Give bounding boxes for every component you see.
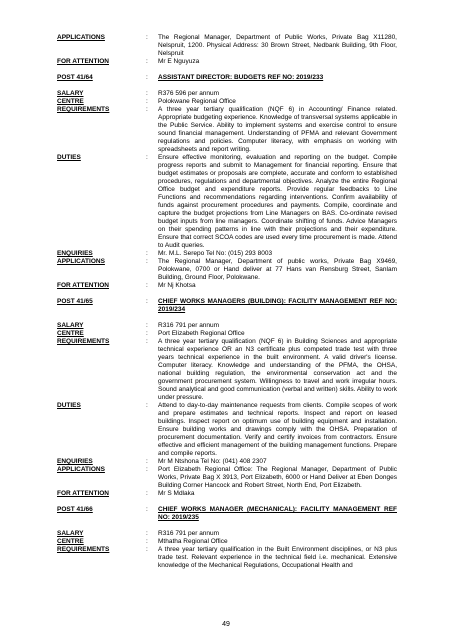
duties-value: Attend to day-to-day maintenance requests from clients. Compile scopes of work and prepare estimates and technical reports. Inspect and report on leased buildings. Inspect report on optimum use of building equipment and installation. Ensure building works and drawings comply with the OHSA. Preparation of procurement documentation. Verify and certify invoices from contractors. Ensure effective and efficient management of the building management functions. Prepare and compile reports. bbox=[158, 402, 397, 457]
colon: : bbox=[146, 322, 148, 329]
attention-value: Mr E Nguyuza bbox=[158, 58, 200, 65]
enquiries-value: Mr. M.L. Serepo Tel No: (015) 293 8003 bbox=[158, 250, 273, 257]
attention-label: FOR ATTENTION bbox=[57, 490, 109, 497]
centre-label: CENTRE bbox=[57, 330, 84, 337]
duties-label: DUTIES bbox=[57, 402, 81, 409]
requirements-label: REQUIREMENTS bbox=[57, 106, 110, 113]
colon: : bbox=[146, 74, 148, 81]
attention-label: FOR ATTENTION bbox=[57, 282, 109, 289]
attention-value: Mr S Mdlaka bbox=[158, 490, 195, 497]
centre-row bbox=[57, 98, 397, 106]
salary-label: SALARY bbox=[57, 90, 84, 97]
colon: : bbox=[146, 106, 148, 113]
colon: : bbox=[146, 154, 148, 161]
enquiries-value: Mr M Ntshona Tel No: (041) 408 2307 bbox=[158, 458, 267, 465]
duties-row bbox=[57, 402, 397, 458]
post-header-row bbox=[57, 298, 397, 314]
colon: : bbox=[146, 90, 148, 97]
colon: : bbox=[146, 338, 148, 345]
attention-row bbox=[57, 490, 397, 498]
centre-value: Port Elizabeth Regional Office bbox=[158, 330, 245, 337]
requirements-value: A three year tertiary qualification (NQF 6) in Building Sciences and appropriate technical experience OR an N3 certificate plus competed trade test with three years technical experience in the built environment. A valid driver's license. Computer literacy. Knowledge and understanding of the PFMA, the OHSA, national building regulation, the environmental conservation act and the government procurement system. Willingness to travel and work irregular hours. Sound analytical and good communication (verbal and written) skills. Ability to work under pressure. bbox=[158, 338, 397, 401]
colon: : bbox=[146, 298, 148, 305]
vacancy-listing bbox=[57, 34, 397, 570]
colon: : bbox=[146, 58, 148, 65]
applications-label: APPLICATIONS bbox=[57, 34, 105, 41]
duties-label: DUTIES bbox=[57, 154, 81, 161]
salary-row bbox=[57, 322, 397, 330]
applications-value: The Regional Manager, Department of public works, Private Bag X9469, Polokwane, 0700 or Hand deliver at 77 Hans van Rensburg Street, Sanlam Building, Ground Floor, Polokwane. bbox=[158, 258, 397, 281]
colon: : bbox=[146, 466, 148, 473]
applications-label: APPLICATIONS bbox=[57, 258, 105, 265]
colon: : bbox=[146, 530, 148, 537]
post-title: CHIEF WORKS MANAGER (MECHANICAL): FACILITY MANAGEMENT REF NO: 2019/235 bbox=[158, 506, 397, 521]
post-header-row bbox=[57, 74, 397, 82]
requirements-value: A three year tertiary qualification (NQF 6) in Accounting/ Finance related. Appropriate budgeting experience. Knowledge of transversal systems applicable in the Public Service. Ability to implement systems and exercise control to ensure sound financial management. Understanding of PFMA and relevant Government regulations and policies. Computer literacy, with emphasis on working with spreadsheets and report writing. bbox=[158, 106, 397, 153]
centre-label: CENTRE bbox=[57, 98, 84, 105]
colon: : bbox=[146, 258, 148, 265]
attention-value: Mr Nj Khotsa bbox=[158, 282, 196, 289]
colon: : bbox=[146, 402, 148, 409]
applications-row bbox=[57, 258, 397, 282]
salary-row bbox=[57, 90, 397, 98]
colon: : bbox=[146, 490, 148, 497]
centre-row bbox=[57, 330, 397, 338]
applications-label: APPLICATIONS bbox=[57, 466, 105, 473]
colon: : bbox=[146, 34, 148, 41]
salary-value: R376 596 per annum bbox=[158, 90, 220, 97]
salary-label: SALARY bbox=[57, 322, 84, 329]
colon: : bbox=[146, 546, 148, 553]
attention-label: FOR ATTENTION bbox=[57, 58, 109, 65]
enquiries-label: ENQUIRIES bbox=[57, 250, 93, 257]
requirements-row bbox=[57, 106, 397, 154]
post-number: POST 41/64 bbox=[57, 74, 93, 81]
salary-label: SALARY bbox=[57, 530, 84, 537]
duties-row bbox=[57, 154, 397, 250]
salary-value: R316 791 per annum bbox=[158, 322, 220, 329]
requirements-row bbox=[57, 338, 397, 402]
enquiries-row bbox=[57, 250, 397, 258]
enquiries-row bbox=[57, 458, 397, 466]
centre-value: Polokwane Regional Office bbox=[158, 98, 236, 105]
attention-row bbox=[57, 282, 397, 290]
page-number: 49 bbox=[222, 621, 230, 628]
duties-value: Ensure effective monitoring, evaluation and reporting on the budget. Compile progress reports and submit to Management for financial reporting. Ensure that budget estimates or proposals are complete, accurate and conform to established procedures, regulations and departmental objectives. Analyze the entire Regional Office budget and expenditure reports. Provide regular feedbacks to Line Functions and recommendations regarding interventions. Confirm availability of funds against procurement procedures and payments. Compile, coordinate and capture the budget projections from Line Managers on BAS. Co-ordinate revised budget inputs from line managers. Coordinate shifting of funds. Advice Managers on their spending patterns in line with their projections and their expenditure. Ensure that correct SCOA codes are used every time procurement is made. Attend to Audit queries. bbox=[158, 154, 397, 249]
attention-row bbox=[57, 58, 397, 66]
colon: : bbox=[146, 506, 148, 513]
post-header-row bbox=[57, 506, 397, 522]
salary-row bbox=[57, 530, 397, 538]
colon: : bbox=[146, 282, 148, 289]
salary-value: R316 791 per annum bbox=[158, 530, 220, 537]
post-title: ASSISTANT DIRECTOR: BUDGETS REF NO: 2019/233 bbox=[158, 74, 324, 81]
colon: : bbox=[146, 250, 148, 257]
colon: : bbox=[146, 458, 148, 465]
post-number: POST 41/66 bbox=[57, 506, 93, 513]
enquiries-label: ENQUIRIES bbox=[57, 458, 93, 465]
requirements-value: A three year tertiary qualification in the Built Environment disciplines, or N3 plus trade test. Relevant experience in the technical field i.e. mechanical. Extensive knowledge of the Mechanical Regulations, Occupational Health and bbox=[158, 546, 397, 569]
post-number: POST 41/65 bbox=[57, 298, 93, 305]
applications-value: The Regional Manager, Department of Public Works, Private Bag X11280, Nelspruit, 1200. Physical Address: 30 Brown Street, Nedbank Building, 9th Floor, Nelspruit bbox=[158, 34, 397, 57]
requirements-label: REQUIREMENTS bbox=[57, 546, 110, 553]
requirements-row bbox=[57, 546, 397, 570]
centre-value: Mthatha Regional Office bbox=[158, 538, 228, 545]
applications-row bbox=[57, 34, 397, 58]
centre-label: CENTRE bbox=[57, 538, 84, 545]
applications-row bbox=[57, 466, 397, 490]
centre-row bbox=[57, 538, 397, 546]
colon: : bbox=[146, 330, 148, 337]
colon: : bbox=[146, 538, 148, 545]
post-title: CHIEF WORKS MANAGERS (BUILDING): FACILITY MANAGEMENT REF NO: 2019/234 bbox=[158, 298, 397, 313]
requirements-label: REQUIREMENTS bbox=[57, 338, 110, 345]
colon: : bbox=[146, 98, 148, 105]
applications-value: Port Elizabeth Regional Office: The Regional Manager, Department of Public Works, Private Bag X 3913, Port Elizabeth, 6000 or Hand Deliver at Eben Donges Building Corner Hancock and Robert Street, North End, Port Elizabeth. bbox=[158, 466, 397, 489]
